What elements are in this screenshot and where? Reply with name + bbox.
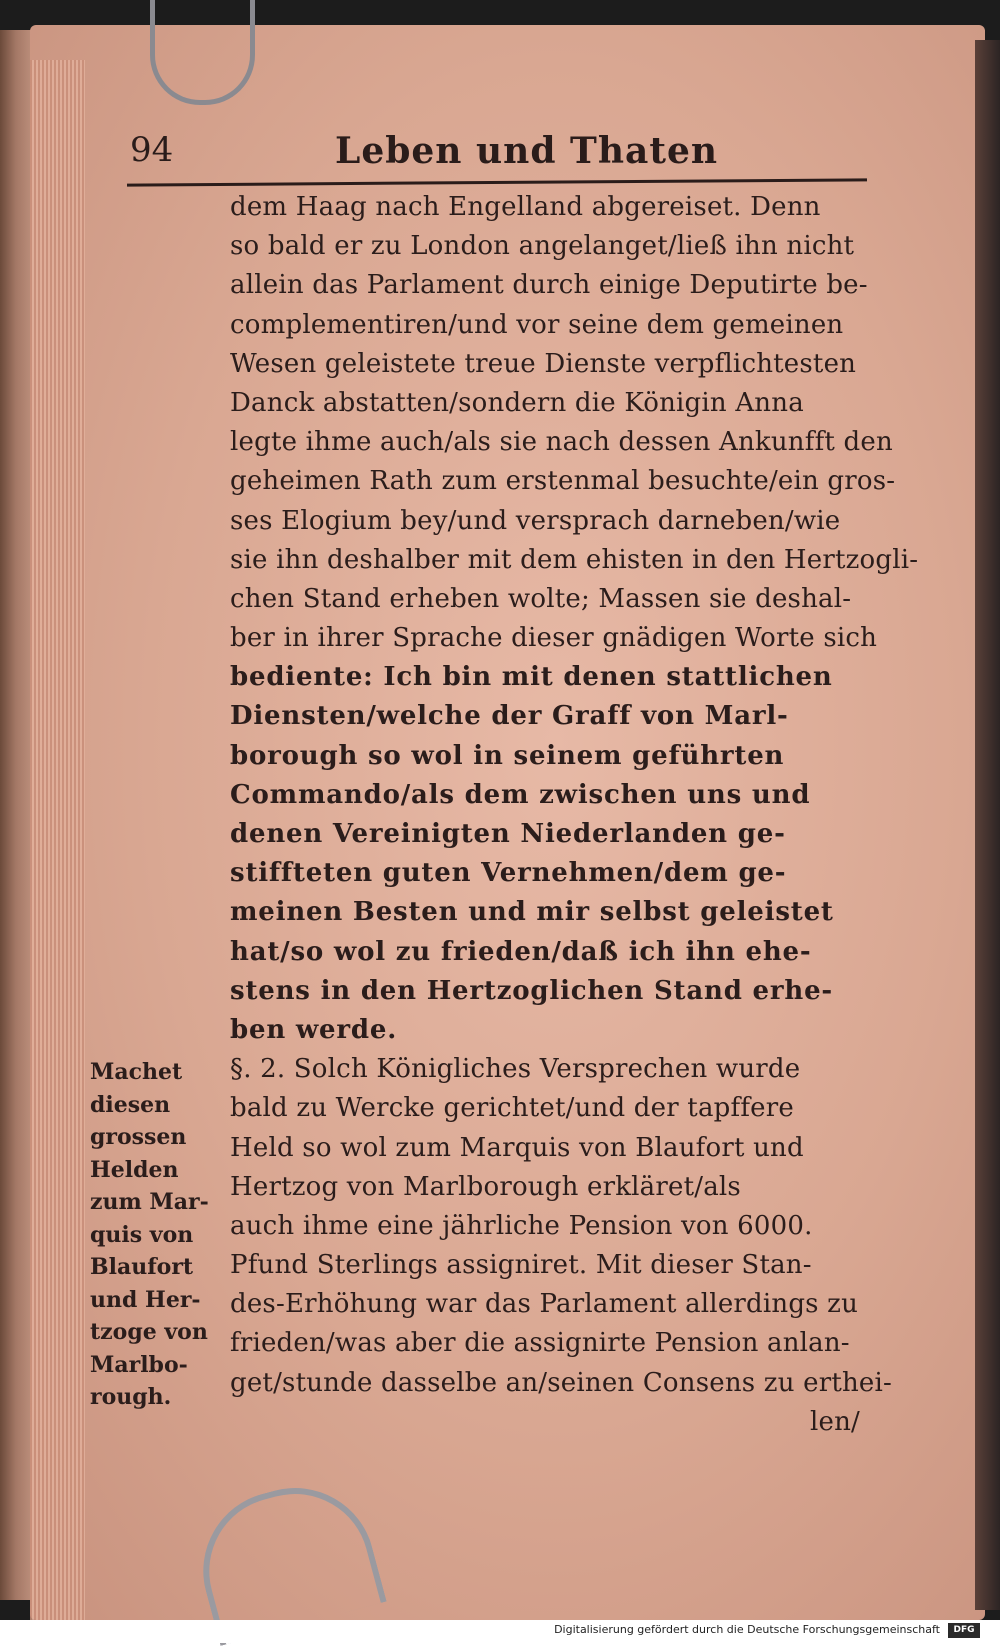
text-line: Danck abstatten/sondern die Königin Anna xyxy=(230,387,804,418)
text-line: dem Haag nach Engelland abgereiset. Denn xyxy=(230,192,821,222)
paper-clip-top xyxy=(150,0,255,105)
marginal-line: Blaufort xyxy=(90,1254,194,1280)
text-line: so bald er zu London angelanget/ließ ihn nicht xyxy=(230,231,855,262)
marginal-line: quis von xyxy=(90,1221,194,1248)
dfg-logo-icon: DFG xyxy=(948,1623,980,1638)
text-line: chen Stand erheben wolte; Massen sie deshal- xyxy=(230,583,852,614)
text-line: complementiren/und vor seine dem gemeinen xyxy=(230,309,844,340)
text-line: Wesen geleistete treue Dienste verpflichtesten xyxy=(230,348,857,379)
text-line: Hertzog von Marlborough erkläret/als xyxy=(230,1171,741,1202)
text-line: legte ihme auch/als sie nach dessen Ankunfft den xyxy=(230,427,893,458)
text-line: Held so wol zum Marquis von Blaufort und xyxy=(230,1132,804,1163)
marginal-note xyxy=(90,1056,210,1414)
quote-line: stiffteten guten Vernehmen/dem ge- xyxy=(230,858,787,889)
quote-line: Commando/als dem zwischen uns und xyxy=(230,779,811,810)
marginal-line: Helden xyxy=(90,1156,179,1183)
quote-line: borough so wol in seinem geführten xyxy=(230,740,785,771)
marginal-line: zum Mar- xyxy=(90,1189,209,1215)
marginal-line: grossen xyxy=(90,1124,187,1150)
text-line: bald zu Wercke gerichtet/und der tapffere xyxy=(230,1093,794,1124)
quote-line: denen Vereinigten Niederlanden ge- xyxy=(230,819,786,849)
text-line: frieden/was aber die assignirte Pension anlan- xyxy=(230,1328,850,1359)
page-number: 94 xyxy=(130,130,174,170)
digitization-footer xyxy=(0,1620,1000,1643)
quote-line: Diensten/welche der Graff von Marl- xyxy=(230,701,789,732)
text-line: ber in ihrer Sprache dieser gnädigen Worte sich xyxy=(230,623,878,654)
page-header xyxy=(130,130,880,180)
quote-line: ben werde. xyxy=(230,1014,398,1045)
marginal-line: rough. xyxy=(90,1384,172,1410)
text-line: get/stunde dasselbe an/seinen Consens zu erthei- xyxy=(230,1367,893,1398)
text-line: §. 2. Solch Königliches Versprechen wurde xyxy=(230,1054,801,1085)
body-text xyxy=(230,188,919,1442)
funding-credit: Digitalisierung gefördert durch die Deutsche Forschungsgemeinschaft xyxy=(554,1623,940,1636)
quote-line: stens in den Hertzoglichen Stand erhe- xyxy=(230,975,834,1006)
text-line: allein das Parlament durch einige Deputirte be- xyxy=(230,270,868,301)
marginal-line: tzoge von xyxy=(90,1319,208,1345)
text-line: ses Elogium bey/und versprach darneben/wie xyxy=(230,505,841,536)
catchword: len/ xyxy=(809,1406,860,1437)
text-line: sie ihn deshalber mit dem ehisten in den Hertzogli- xyxy=(230,544,919,575)
quote-line: meinen Besten und mir selbst geleistet xyxy=(230,897,834,928)
quote-line: hat/so wol zu frieden/daß ich ihn ehe- xyxy=(230,936,812,967)
facing-page-edge xyxy=(975,40,1000,1610)
marginal-line: Machet xyxy=(90,1059,183,1085)
marginal-line: diesen xyxy=(90,1091,171,1118)
marginal-line: Marlbo- xyxy=(90,1351,188,1378)
page-fore-edge xyxy=(30,60,85,1620)
text-line: des-Erhöhung war das Parlament allerdings zu xyxy=(230,1289,859,1320)
running-head: Leben und Thaten xyxy=(335,130,719,172)
marginal-line: und Her- xyxy=(90,1286,201,1313)
text-line: geheimen Rath zum erstenmal besuchte/ein gros- xyxy=(230,466,896,497)
text-line: auch ihme eine jährliche Pension von 6000. xyxy=(230,1210,813,1241)
quote-line: bediente: Ich bin mit denen stattlichen xyxy=(230,662,833,693)
text-line: Pfund Sterlings assigniret. Mit dieser Stan- xyxy=(230,1250,812,1281)
